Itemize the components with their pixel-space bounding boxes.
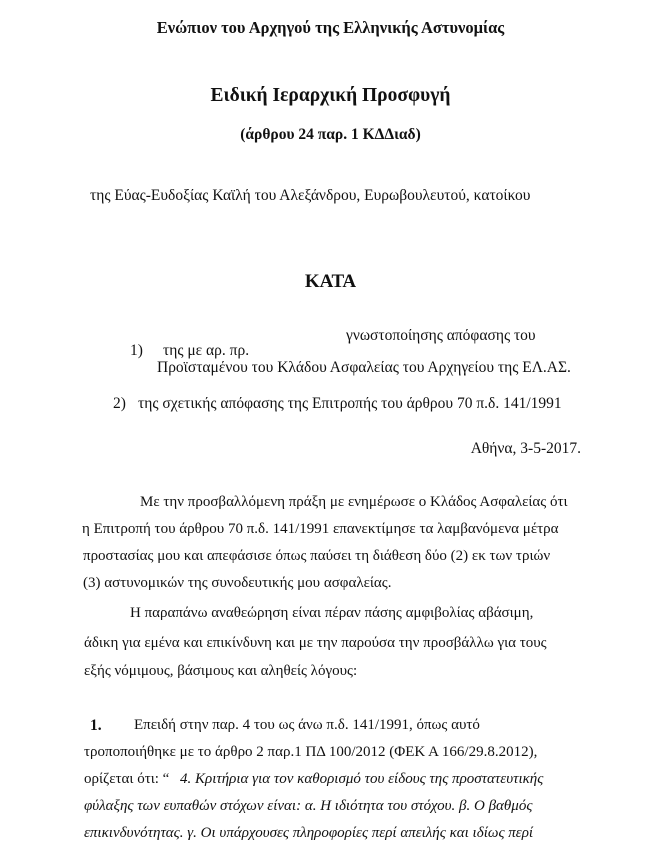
reason-line: τροποποιήθηκε με το άρθρο 2 παρ.1 ΠΔ 100/2012 (ΦΕΚ Α 166/29.8.2012), [84,744,538,760]
redacted-protocol-number [252,338,344,360]
against-item1-line2: Προϊσταμένου του Κλάδου Ασφαλείας του Αρχηγείου της ΕΛ.ΑΣ. [157,359,571,376]
document-title: Ειδική Ιεραρχική Προσφυγή [210,85,451,106]
paragraph-line: Η παραπάνω αναθεώρηση είναι πέραν πάσης αμφιβολίας αβάσιμη, [130,605,534,621]
against-item1-number: 1) [130,342,143,359]
place-date: Αθήνα, 3-5-2017. [470,440,581,457]
reason-line-quote: 4. Κριτήρια για τον καθορισμό του είδους της προστατευτικής [180,771,544,787]
redacted-address [225,228,305,248]
paragraph-line: η Επιτροπή του άρθρου 70 π.δ. 141/1991 επανεκτίμησε τα λαμβανόμενα μέτρα [82,521,559,537]
petitioner-line: της Εύας-Ευδοξίας Καϊλή του Αλεξάνδρου, Ευρωβουλευτού, κατοίκου [90,187,531,204]
reason-line-quote-open: ορίζεται ότι: “ [84,771,170,787]
paragraph-line: Με την προσβαλλόμενη πράξη με ενημέρωσε ο Κλάδος Ασφαλείας ότι [140,494,568,510]
reason-line: Επειδή στην παρ. 4 του ως άνω π.δ. 141/1991, όπως αυτό [134,717,480,733]
document-subtitle: (άρθρου 24 παρ. 1 ΚΔΔιαδ) [240,126,421,143]
reason-number: 1. [90,717,102,734]
authority-heading: Ενώπιον του Αρχηγού της Ελληνικής Αστυνομίας [156,18,505,37]
paragraph-line: προστασίας μου και απεφάσισε όπως παύσει τη διάθεση δύο (2) εκ των τριών [83,548,551,564]
against-item1-text-b: γνωστοποίησης απόφασης του [346,327,536,344]
against-item2-number: 2) [113,395,126,412]
against-item1-text-a: της με αρ. πρ. [163,342,250,359]
against-heading: ΚΑΤΑ [304,271,357,292]
against-item2-text: της σχετικής απόφασης της Επιτροπής του άρθρου 70 π.δ. 141/1991 [138,395,562,412]
reason-line-quote: επικινδυνότητας. γ. Οι υπάρχουσες πληροφορίες περί απειλής και ιδίως περί [84,825,534,841]
paragraph-line: εξής νόμιμους, βάσιμους και αληθείς λόγους: [84,663,358,679]
paragraph-line: άδικη για εμένα και επικίνδυνη και με την παρούσα την προσβάλλω για τους [84,635,547,651]
reason-line-quote: φύλαξης των ευπαθών στόχων είναι: α. Η ιδιότητα του στόχου. β. Ο βαθμός [84,798,533,814]
paragraph-line: (3) αστυνομικών της συνοδευτικής μου ασφαλείας. [83,575,392,591]
